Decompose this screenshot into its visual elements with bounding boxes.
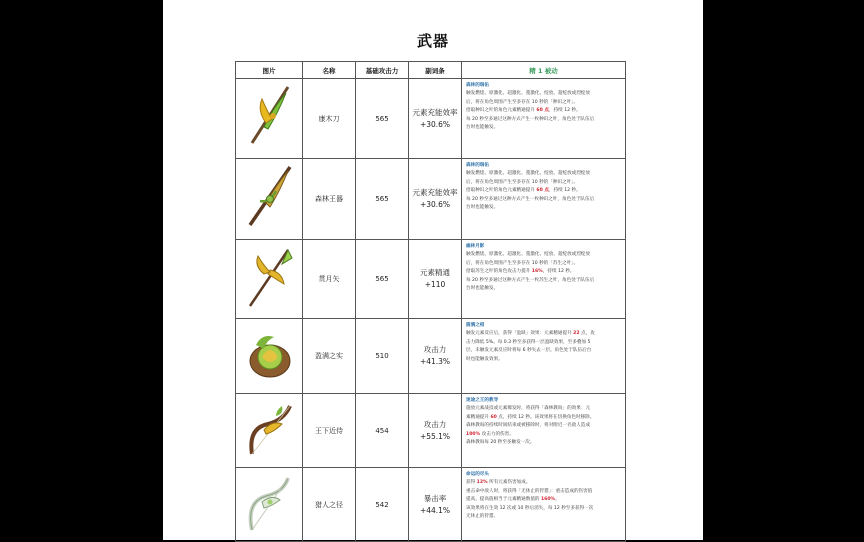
weapon-image (236, 468, 303, 542)
weapon-row (236, 319, 626, 394)
weapon-row (236, 240, 626, 319)
page-title: 武器 (416, 32, 449, 50)
passive-line: 台时也能触发。 (466, 205, 499, 211)
passive-line: 素精通提升 60 点，持续 12 秒。该效果将在切换角色时移除。 (466, 414, 595, 420)
highlight-value: 100% (466, 431, 481, 437)
passive-line: 拾取种识之叶的角色元素精通提升 60 点，持续 12 秒。 (466, 108, 581, 114)
passive-line: 后，将在角色周围产生至多存在 10 秒的「苏生之叶」。 (466, 260, 579, 266)
highlight-value: 12% (476, 480, 488, 486)
passive-line: 台时也能触发。 (466, 125, 499, 131)
weapon-name: 猎人之径 (303, 468, 356, 542)
weapon-image (236, 319, 303, 394)
passive-line: 每 20 秒至多通过这种方式产生一枚种识之叶，角色处于队伍后 (466, 196, 595, 202)
document-page (163, 0, 703, 540)
weapon-table (235, 61, 626, 542)
substat-name: 元素充能效率 (412, 107, 458, 117)
passive-line: 触发燃烧、原激化、超激化、蔓激化、绽放、超绽放或烈绽放 (466, 91, 591, 97)
weapon-passive (462, 240, 626, 319)
passive-line: 触发燃烧、原激化、超激化、蔓激化、绽放、超绽放或烈绽放 (466, 252, 591, 258)
weapon-substat (409, 468, 462, 542)
weapon-base-atk: 510 (356, 319, 409, 394)
highlight-value: 60 点 (536, 108, 549, 114)
weapon-substat (409, 319, 462, 394)
weapon-name: 王下近侍 (303, 394, 356, 468)
passive-line: 森林教诲每 20 秒至多触发一次。 (466, 440, 535, 446)
weapon-base-atk: 565 (356, 240, 409, 319)
passive-line: 后，将在角色周围产生至多存在 10 秒的「种识之叶」。 (466, 99, 579, 105)
substat-name: 攻击力 (423, 345, 447, 354)
passive-line: 每 20 秒至多通过这种方式产生一枚苏生之叶，角色处于队伍后 (466, 277, 595, 283)
weapon-passive (462, 319, 626, 394)
weapon-row (236, 159, 626, 240)
passive-line: 层。未触发元素反应时将每 6 秒失去一层。角色处于队伍后台 (466, 348, 592, 354)
header-image: 图片 (236, 62, 303, 79)
passive-title: 森林的瑞佑 (466, 83, 489, 88)
weapon-base-atk: 565 (356, 159, 409, 240)
weapon-substat (409, 79, 462, 159)
passive-line: 拾取种识之叶的角色元素精通提升 60 点，持续 12 秒。 (466, 188, 581, 194)
weapon-passive (462, 159, 626, 240)
header-base-atk: 基础攻击力 (356, 62, 409, 79)
passive-title: 圆满之相 (466, 323, 485, 328)
passive-line: 台时也能触发。 (466, 286, 499, 292)
substat-value: +30.6% (419, 119, 451, 129)
passive-line: 触发燃烧、原激化、超激化、蔓激化、绽放、超绽放或烈绽放 (466, 171, 591, 177)
passive-line: 击力降低 5%。每 0.3 秒至多获得一层盈缺效果，至多叠加 5 (466, 339, 591, 345)
highlight-value: 60 (490, 414, 497, 420)
passive-line: 后，将在角色周围产生至多存在 10 秒的「种识之叶」。 (466, 179, 579, 185)
passive-line: 时也能触发效果。 (466, 356, 503, 362)
weapon-name: 康木刀 (303, 79, 356, 159)
weapon-name: 森林王器 (303, 159, 356, 240)
substat-value: +110 (424, 280, 446, 289)
weapon-passive (462, 79, 626, 159)
weapon-passive (462, 468, 626, 542)
weapon-passive (462, 394, 626, 468)
header-refine: 精 1 被动 (462, 62, 626, 79)
weapon-base-atk: 542 (356, 468, 409, 542)
weapon-row (236, 79, 626, 159)
weapon-row (236, 394, 626, 468)
passive-line: 该效果将在生效 12 次或 10 秒后消失，每 12 秒至多获得一次 (466, 505, 594, 511)
highlight-value: 16% (531, 269, 543, 275)
highlight-value: 160% (540, 497, 556, 503)
substat-name: 元素充能效率 (412, 188, 458, 197)
passive-line: 100% 攻击力的伤害。 (466, 431, 514, 437)
highlight-value: 60 点 (536, 188, 549, 194)
weapon-base-atk: 454 (356, 394, 409, 468)
passive-line: 拾取苏生之叶的角色攻击力提升 16%，持续 12 秒。 (466, 269, 575, 275)
passive-line: 森林教诲的持续时间结束或被移除时，将对附近一名敌人造成 (466, 423, 591, 429)
passive-title: 幽林月影 (466, 244, 485, 249)
weapon-row (236, 468, 626, 542)
substat-name: 暴击率 (423, 493, 447, 503)
weapon-base-atk: 565 (356, 79, 409, 159)
passive-title: 森林的瑞佑 (466, 163, 489, 168)
weapon-substat (409, 159, 462, 240)
weapon-substat (409, 240, 462, 319)
passive-line: 获得 12% 所有元素伤害加成。 (466, 480, 531, 486)
weapon-image (236, 240, 303, 319)
passive-title: 命运的尽头 (466, 472, 489, 477)
header-name: 名称 (303, 62, 356, 79)
substat-value: +30.6% (419, 200, 451, 209)
weapon-image (236, 394, 303, 468)
passive-line: 施放元素战技或元素爆发时，将获得「森林教诲」的效果：元 (466, 406, 591, 412)
weapon-image (236, 79, 303, 159)
table-header-row (236, 62, 626, 79)
substat-value: +41.3% (419, 357, 451, 366)
weapon-image (236, 159, 303, 240)
passive-title: 迷途之王的教导 (466, 398, 499, 403)
highlight-value: 22 (573, 331, 580, 337)
weapon-substat (409, 394, 462, 468)
passive-line: 每 20 秒至多通过这种方式产生一枚种识之叶，角色处于队伍后 (466, 116, 595, 122)
weapon-name: 盈满之实 (303, 319, 356, 394)
substat-name: 元素精通 (420, 268, 450, 277)
passive-line: 无休止的狩猎。 (466, 514, 499, 520)
weapon-name: 贯月矢 (303, 240, 356, 319)
substat-value: +55.1% (419, 431, 451, 441)
substat-value: +44.1% (419, 505, 451, 515)
passive-line: 触发元素反应后，获得「盈缺」效果：元素精通提升 22 点，攻 (466, 331, 595, 337)
passive-line: 提高，提高值相当于元素精通数值的 160%。 (466, 497, 560, 503)
substat-name: 攻击力 (423, 419, 447, 429)
header-substat: 副词条 (409, 62, 462, 79)
passive-line: 重击命中敌人时，将获得「无休止的狩猎」：重击造成的伤害值 (466, 488, 593, 494)
